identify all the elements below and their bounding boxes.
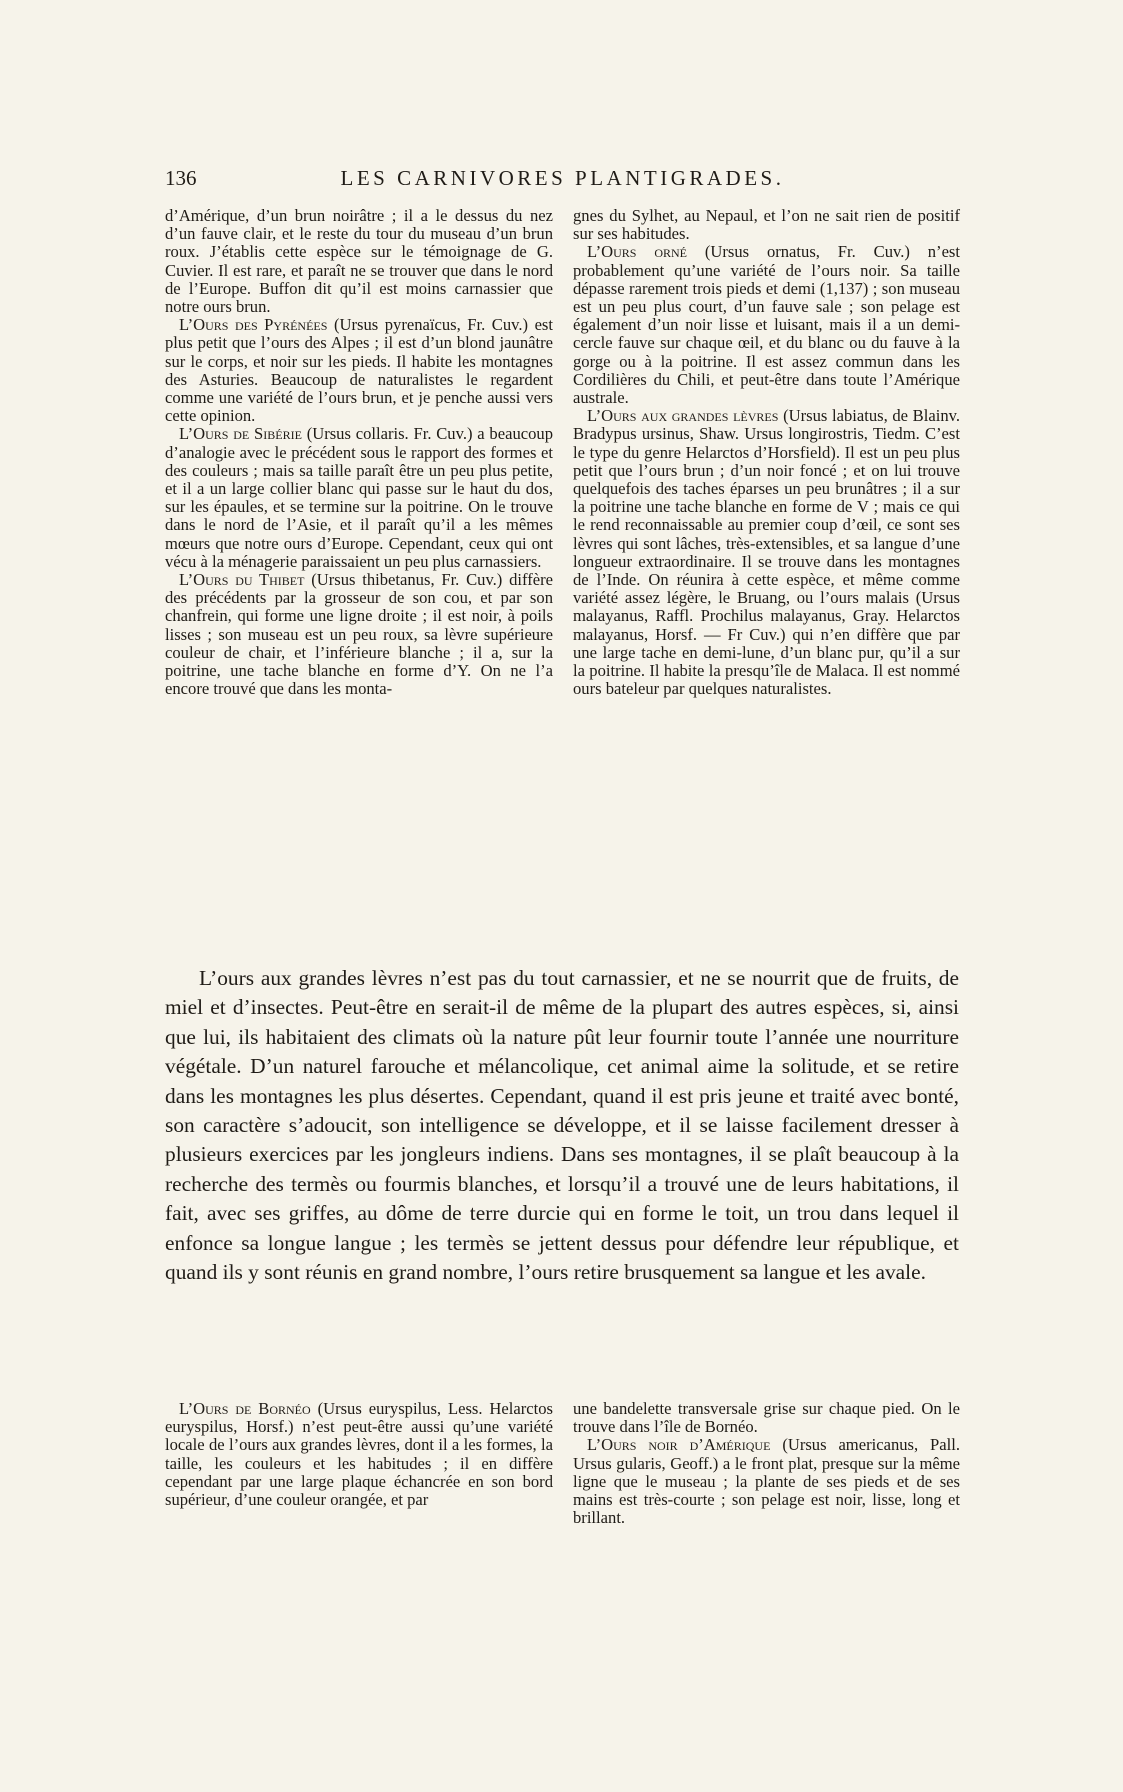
species-heading: L’Ours du Thibet (179, 570, 305, 590)
paragraph (573, 1436, 960, 1527)
paragraph-body: (Ursus americanus, Pall. Ursus gularis, Geoff.) a le front plat, presque sur la même ligne que le museau ; la plante de ses pieds et de ses mains est très-courte ; son pelage est noir, lisse, long et brillant. (573, 1435, 960, 1528)
paragraph (165, 571, 553, 698)
bottom-right-column (573, 1400, 960, 1527)
paragraph (165, 1400, 553, 1509)
paragraph-body: (Ursus thibetanus, Fr. Cuv.) diffère des précédents par la grosseur de son cou, et par son chanfrein, qui forme une ligne droite ; il est noir, à poils lisses ; son museau est un peu roux, sa lèvre supérieure couleur de chair, et l’inférieure blanche ; il a, sur la poitrine, une tache blanche en forme d’Y. On ne l’a encore trouvé que dans les monta- (165, 570, 554, 699)
running-title: LES CARNIVORES PLANTIGRADES. (340, 166, 785, 190)
paragraph: une bandelette transversale grise sur chaque pied. On le trouve dans l’île de Bornéo. (573, 1399, 960, 1437)
top-left-column (165, 207, 553, 698)
species-heading: L’Ours aux grandes lèvres (587, 406, 779, 426)
species-heading: L’Ours des Pyrénées (179, 315, 328, 335)
main-paragraph (165, 964, 959, 1287)
paragraph-body: (Ursus euryspilus, Less. Helarctos euryspilus, Horsf.) n’est peut-être aussi qu’une variété locale de l’ours aux grandes lèvres, dont il a les formes, la taille, les couleurs et les habitudes ; il en diffère cependant par une large plaque échancrée en son bord supérieur, d’une couleur orangée, et par (165, 1399, 553, 1510)
paragraph (165, 425, 553, 571)
paragraph-body: (Ursus labiatus, de Blainv. Bradypus ursinus, Shaw. Ursus longirostris, Tiedm. C’est le type du genre Helarctos d’Horsfield). Il est un peu plus petit que l’ours brun ; d’un noir foncé ; et on lui trouve quelquefois des taches éparses un peu brunâtres ; il a sur la poitrine une tache blanche en forme de V ; mais ce qui le rend reconnaissable au premier coup d’œil, ce sont ses lèvres qui sont lâches, très-extensibles, et sa langue d’une longueur extraordinaire. Il se trouve dans les montagnes de l’Inde. On réunira à cette espèce, et même comme variété assez légère, le Bruang, ou l’ours malais (Ursus malayanus, Raffl. Prochilus malayanus, Gray. Helarctos malayanus, Horsf. — Fr Cuv.) qui n’en diffère que par une large tache en demi-lune, d’un blanc pur, qu’il a sur la poitrine. Il habite la presqu’île de Malaca. Il est nommé ours bateleur par quelques naturalistes. (573, 406, 961, 699)
species-heading: L’Ours de Sibérie (179, 424, 302, 444)
page-number: 136 (165, 166, 197, 190)
running-head (165, 166, 960, 196)
paragraph: L’ours aux grandes lèvres n’est pas du tout carnassier, et ne se nourrit que de fruits, de miel et d’insectes. Peut-être en serait-il de même de la plupart des autres espèces, si, ainsi que lui, ils habitaient des climats où la nature pût leur fournir toute l’année une nourriture végétale. D’un naturel farouche et mélancolique, cet animal aime la solitude, et se retire dans les montagnes les plus désertes. Cependant, quand il est pris jeune et traité avec bonté, son caractère s’adoucit, son intelligence se développe, et il se laisse facilement dresser à plusieurs exercices par les jongleurs indiens. Dans ses montagnes, il se plaît beaucoup à la recherche des termès ou fourmis blanches, et lorsqu’il a trouvé une de leurs habitations, il fait, avec ses griffes, au dôme de terre durcie qui en forme le toit, un trou dans lequel il enfonce sa longue langue ; les termès se jettent dessus pour défendre leur république, et quand ils y sont réunis en grand nombre, l’ours retire brusquement sa langue et les avale. (165, 966, 959, 1285)
paragraph: gnes du Sylhet, au Nepaul, et l’on ne sait rien de positif sur ses habitudes. (573, 206, 960, 244)
paragraph (573, 243, 960, 407)
paragraph (165, 316, 553, 425)
species-heading: L’Ours orné (587, 242, 687, 262)
species-heading: L’Ours de Bornéo (179, 1399, 311, 1418)
paragraph-body: (Ursus ornatus, Fr. Cuv.) n’est probablement qu’une variété de l’ours noir. Sa taille dépasse rarement trois pieds et demi (1,137) ; son museau est un peu plus court, d’un fauve sale ; son pelage est également d’un noir lisse et luisant, mais il a un demi-cercle fauve sur chaque œil, et du blanc ou du fauve à la gorge ou à la poitrine. Il est assez commun dans les Cordilières du Chili, et peut-être dans toute l’Amérique australe. (573, 242, 960, 408)
top-right-column (573, 207, 960, 698)
paragraph-body: (Ursus pyrenaïcus, Fr. Cuv.) est plus petit que l’ours des Alpes ; il est d’un blond jaunâtre sur le corps, et noir sur les pieds. Il habite les montagnes des Asturies. Beaucoup de naturalistes le regardent comme une variété de l’ours brun, et je penche aussi vers cette opinion. (165, 315, 553, 426)
species-heading: L’Ours noir d’Amérique (587, 1435, 771, 1455)
paragraph: d’Amérique, d’un brun noirâtre ; il a le dessus du nez d’un fauve clair, et le reste du tour du museau d’un brun roux. J’établis cette espèce sur le témoignage de G. Cuvier. Il est rare, et paraît ne se trouver que dans le nord de l’Europe. Buffon dit qu’il est moins carnassier que notre ours brun. (165, 206, 553, 317)
paragraph-body: (Ursus collaris. Fr. Cuv.) a beaucoup d’analogie avec le précédent sous le rapport des formes et des couleurs ; mais sa taille paraît être un peu plus petite, et il a un large collier blanc qui passe sur le haut du dos, sur les épaules, et se termine sur la poitrine. On le trouve dans le nord de l’Asie, et il paraît qu’il a les mêmes mœurs que notre ours d’Europe. Cependant, ceux qui ont vécu à la ménagerie paraissaient un peu plus carnassiers. (165, 424, 553, 571)
paragraph (573, 407, 960, 698)
bottom-left-column (165, 1400, 553, 1509)
